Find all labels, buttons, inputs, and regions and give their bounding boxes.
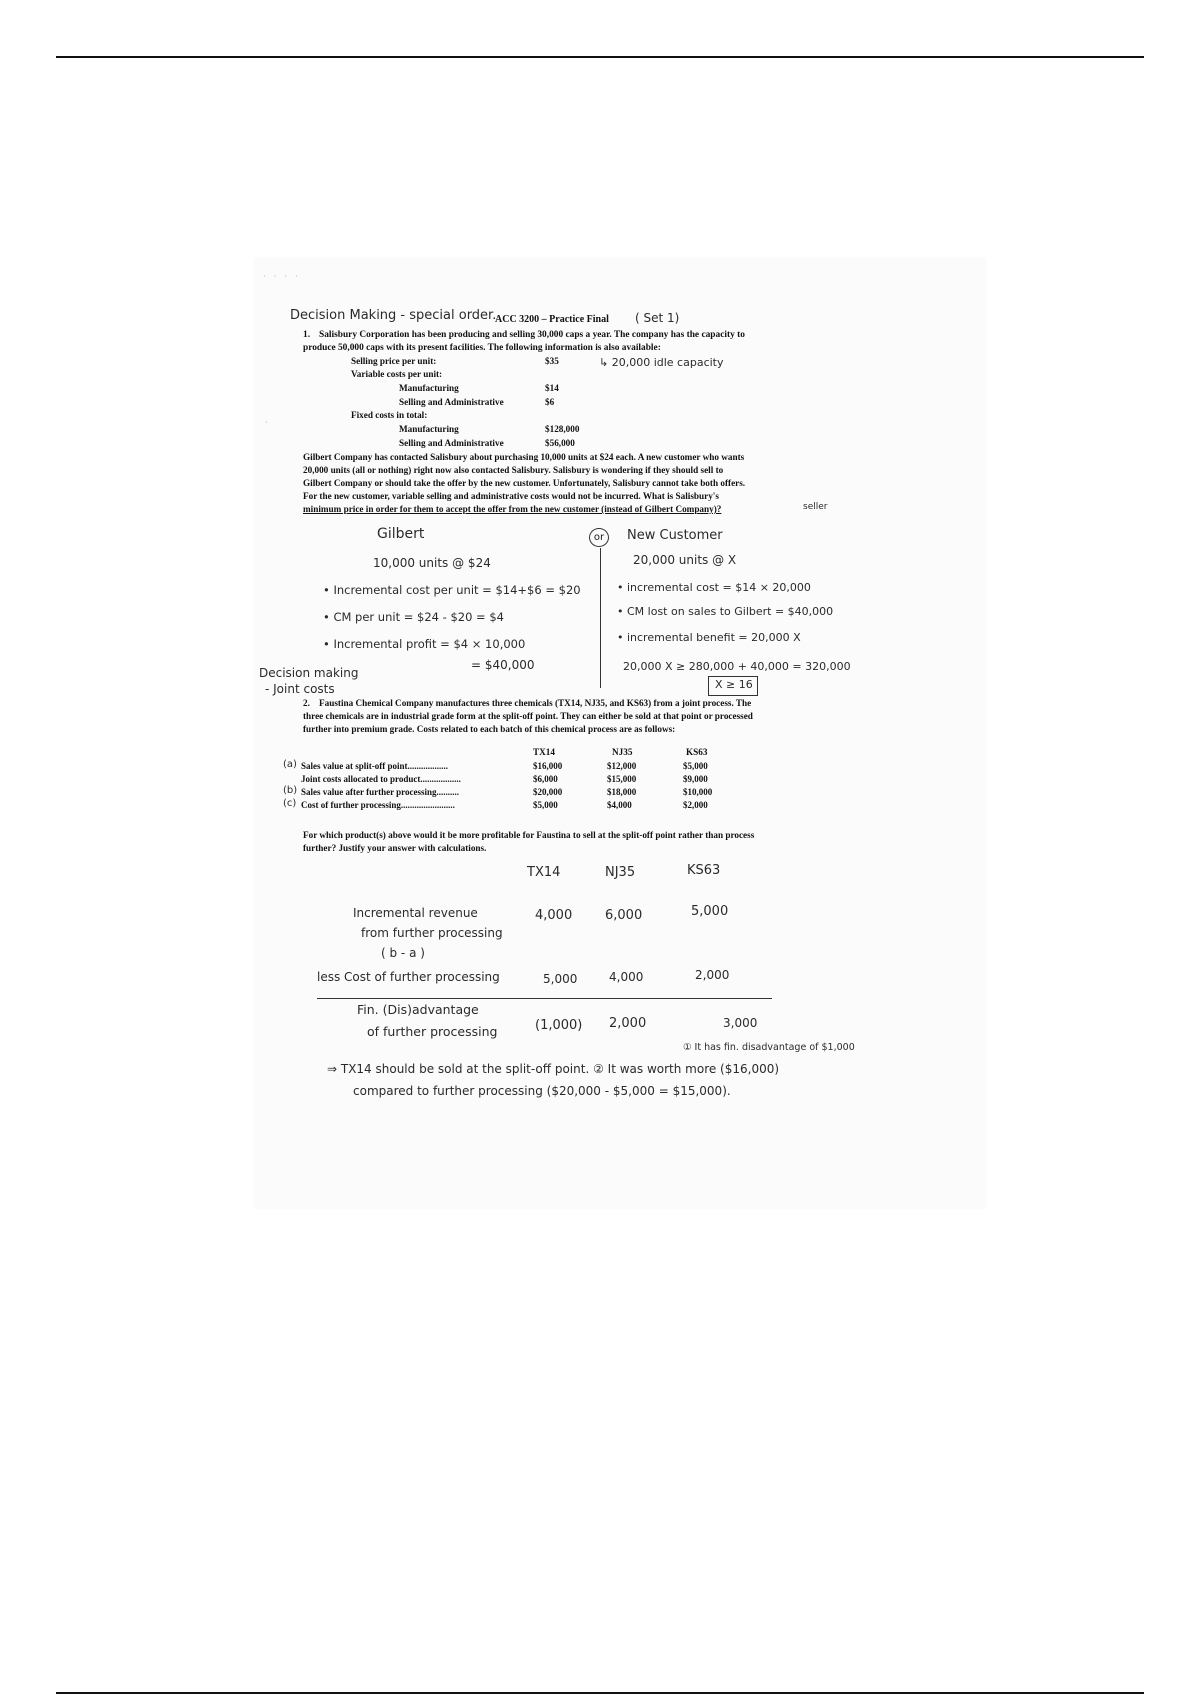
table-row-label: Joint costs allocated to product.................. [301, 774, 461, 784]
incremental-label: Incremental revenue [353, 906, 478, 920]
capacity-note: ↳ 20,000 idle capacity [599, 356, 724, 369]
less-value: 2,000 [695, 968, 730, 982]
q2-question-line: For which product(s) above would it be more profitable for Faustina to sell at the split-off point rather than process [303, 830, 755, 840]
table-cell: $20,000 [533, 787, 563, 797]
q2-side-note: - Joint costs [265, 682, 335, 696]
gilbert-work-line: • Incremental profit = $4 × 10,000 [323, 637, 526, 651]
table-cell: $2,000 [683, 800, 708, 810]
fin-label: Fin. (Dis)advantage [357, 1002, 479, 1017]
table-row-label: Cost of further processing........................ [301, 800, 455, 810]
table-row-label: Sales value after further processing.......... [301, 787, 459, 797]
fin-value: 3,000 [723, 1016, 758, 1030]
q2-intro-line: three chemicals are in industrial grade form at the split-off point. They can either be sold at that point or processed [303, 711, 753, 721]
scan-speckle: · · · · [263, 272, 301, 281]
table-cell: $15,000 [607, 774, 637, 784]
table-cell: $9,000 [683, 774, 708, 784]
cost-value: $6 [545, 397, 555, 407]
answer-box [708, 676, 758, 696]
table-cell: $12,000 [607, 761, 637, 771]
q2-intro-line: Faustina Chemical Company manufactures three chemicals (TX14, NJ35, and KS63) from a joint process. The [319, 698, 752, 708]
fin-note: ① It has fin. disadvantage of $1,000 [683, 1042, 855, 1053]
q2-intro-line: further into premium grade. Costs related to each batch of this chemical process are as follows: [303, 724, 676, 734]
cost-value: $56,000 [545, 438, 575, 448]
q1-paragraph-line: For the new customer, variable selling and administrative costs would not be incurred. What is Salisbury's [303, 491, 719, 501]
divider-line [600, 548, 601, 688]
bottom-rule [56, 1692, 1144, 1694]
row-mark: (a) [283, 759, 297, 770]
new-customer-work-line: • CM lost on sales to Gilbert = $40,000 [617, 605, 834, 618]
gilbert-title: Gilbert [377, 526, 425, 542]
or-label: or [593, 532, 605, 543]
new-customer-work-line: • incremental benefit = 20,000 X [617, 631, 801, 644]
incremental-label: ( b - a ) [381, 946, 425, 960]
scanned-page [255, 258, 985, 1208]
cost-label: Manufacturing [399, 424, 459, 434]
table-cell: $5,000 [533, 800, 558, 810]
q2-side-note: Decision making [259, 666, 359, 680]
q1-paragraph-line: 20,000 units (all or nothing) right now also contacted Salisbury. Salisbury is wondering if they should sell to [303, 465, 724, 475]
table-cell: $16,000 [533, 761, 563, 771]
seller-note: seller [803, 502, 828, 512]
conclusion-line: compared to further processing ($20,000 - $5,000 = $15,000). [353, 1084, 731, 1098]
q1-intro-line: Salisbury Corporation has been producing and selling 30,000 caps a year. The company has the capacity to [319, 330, 745, 340]
table-cell: $18,000 [607, 787, 637, 797]
top-rule [56, 56, 1144, 58]
cost-value: $128,000 [545, 424, 580, 434]
new-customer-offer: 20,000 units @ X [633, 553, 737, 567]
less-value: 5,000 [543, 972, 578, 986]
q2-question-line: further? Justify your answer with calculations. [303, 843, 487, 853]
table-cell: $6,000 [533, 774, 558, 784]
less-value: 4,000 [609, 970, 644, 984]
new-customer-work-line: • incremental cost = $14 × 20,000 [617, 581, 811, 594]
less-label: less Cost of further processing [317, 970, 500, 984]
gilbert-work-line: = $40,000 [471, 658, 535, 672]
q1-paragraph-line: Gilbert Company or should take the offer by the new customer. Unfortunately, Salisbury cannot take both offers. [303, 478, 746, 488]
fin-value: (1,000) [535, 1018, 583, 1033]
cost-label: Selling and Administrative [399, 397, 504, 407]
incremental-value: 5,000 [691, 904, 729, 919]
cost-label: Variable costs per unit: [351, 369, 443, 379]
fin-value: 2,000 [609, 1016, 647, 1031]
gilbert-work-line: • CM per unit = $24 - $20 = $4 [323, 610, 504, 624]
incremental-label: from further processing [361, 926, 503, 940]
cost-value: $35 [545, 356, 559, 366]
cost-label: Fixed costs in total: [351, 410, 428, 420]
work-header: KS63 [687, 863, 721, 878]
answer-value: X ≥ 16 [715, 678, 753, 691]
cost-value: $14 [545, 383, 559, 393]
set-label: ( Set 1) [635, 311, 680, 325]
incremental-value: 6,000 [605, 908, 643, 923]
table-row-label: Sales value at split-off point.................. [301, 761, 449, 771]
sum-line [317, 998, 772, 999]
q1-number: 1. [303, 330, 311, 340]
cost-label: Selling and Administrative [399, 438, 504, 448]
work-header: TX14 [527, 865, 561, 880]
table-header: KS63 [686, 747, 708, 757]
title-handwritten: Decision Making - special order. [290, 308, 497, 323]
row-mark: (b) [283, 785, 298, 796]
row-mark: (c) [283, 798, 297, 809]
conclusion-line: ⇒ TX14 should be sold at the split-off point. ② It was worth more ($16,000) [327, 1062, 780, 1076]
table-header: TX14 [533, 747, 555, 757]
scan-speckle: · [265, 418, 271, 427]
q1-paragraph-line: minimum price in order for them to accept the offer from the new customer (instead of Gilbert Company)? [303, 504, 722, 514]
gilbert-offer: 10,000 units @ $24 [373, 556, 491, 570]
q1-paragraph-line: Gilbert Company has contacted Salisbury about purchasing 10,000 units at $24 each. A new customer who wants [303, 452, 745, 462]
work-header: NJ35 [605, 865, 636, 880]
q1-intro-line: produce 50,000 caps with its present facilities. The following information is also available: [303, 343, 661, 353]
new-customer-title: New Customer [627, 528, 723, 543]
incremental-value: 4,000 [535, 908, 573, 923]
title-printed: ACC 3200 – Practice Final [495, 314, 609, 325]
table-cell: $4,000 [607, 800, 632, 810]
cost-label: Manufacturing [399, 383, 459, 393]
price-equation: 20,000 X ≥ 280,000 + 40,000 = 320,000 [623, 660, 851, 673]
gilbert-work-line: • Incremental cost per unit = $14+$6 = $20 [323, 583, 581, 597]
or-circle [589, 528, 609, 547]
q2-number: 2. [303, 698, 310, 708]
table-cell: $10,000 [683, 787, 713, 797]
table-header: NJ35 [612, 747, 633, 757]
table-cell: $5,000 [683, 761, 708, 771]
cost-label: Selling price per unit: [351, 356, 437, 366]
fin-label: of further processing [367, 1024, 498, 1039]
